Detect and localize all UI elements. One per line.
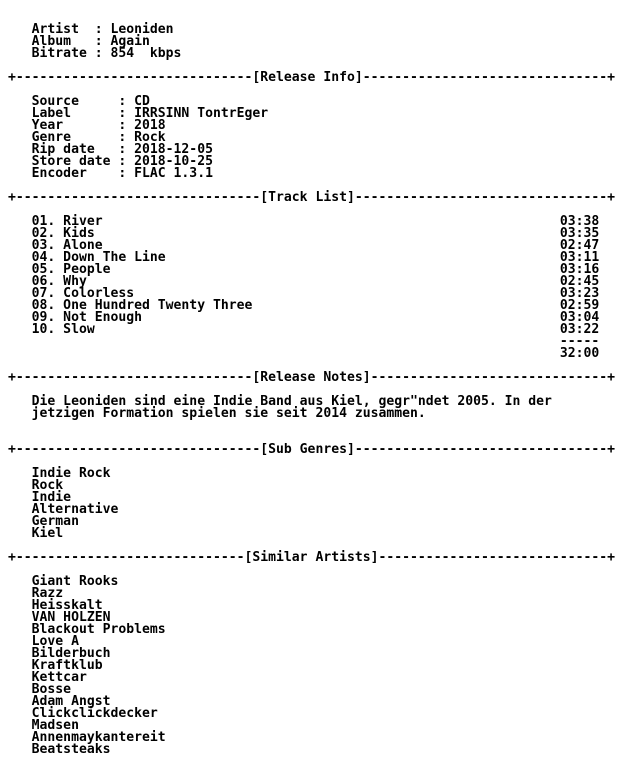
similar-artist-item: Madsen — [8, 718, 79, 733]
album-line: Album : Again — [8, 34, 150, 49]
sub-genre-item: German — [8, 514, 79, 529]
artist-line: Artist : Leoniden — [8, 22, 174, 37]
genre-line: Genre : Rock — [8, 130, 166, 145]
track-row: 09. Not Enough 03:04 — [8, 310, 600, 325]
track-row: 04. Down The Line 03:11 — [8, 250, 600, 265]
similar-artists-divider: +-----------------------------[Similar Artists]-----------------------------+ — [8, 550, 615, 565]
year-line: Year : 2018 — [8, 118, 166, 133]
nfo-text — [8, 24, 615, 756]
similar-artist-item: Clickclickdecker — [8, 706, 158, 721]
track-row: 01. River 03:38 — [8, 214, 600, 229]
track-row: 03. Alone 02:47 — [8, 238, 600, 253]
track-row: 05. People 03:16 — [8, 262, 600, 277]
label-line: Label : IRRSINN TontrEger — [8, 106, 269, 121]
release-notes-line: jetzigen Formation spielen sie seit 2014 zusammen. — [8, 406, 426, 421]
sub-genre-item: Alternative — [8, 502, 119, 517]
track-list-divider: +-------------------------------[Track List]--------------------------------+ — [8, 190, 615, 205]
sub-genre-item: Indie Rock — [8, 466, 111, 481]
track-row: 08. One Hundred Twenty Three 02:59 — [8, 298, 600, 313]
store-date-line: Store date : 2018-10-25 — [8, 154, 213, 169]
track-row: 07. Colorless 03:23 — [8, 286, 600, 301]
rip-date-line: Rip date : 2018-12-05 — [8, 142, 213, 157]
similar-artist-item: Beatsteaks — [8, 742, 111, 757]
similar-artist-item: Razz — [8, 586, 64, 601]
encoder-line: Encoder : FLAC 1.3.1 — [8, 166, 213, 181]
similar-artist-item: Annenmaykantereit — [8, 730, 166, 745]
track-row: 06. Why 02:45 — [8, 274, 600, 289]
total-duration: 32:00 — [8, 346, 600, 361]
sub-genre-item: Rock — [8, 478, 64, 493]
bitrate-line: Bitrate : 854 kbps — [8, 46, 182, 61]
sub-genre-item: Indie — [8, 490, 72, 505]
similar-artist-item: Kettcar — [8, 670, 87, 685]
similar-artist-item: Giant Rooks — [8, 574, 119, 589]
track-row: 10. Slow 03:22 — [8, 322, 600, 337]
release-notes-line: Die Leoniden sind eine Indie Band aus Kiel, gegr"ndet 2005. In der — [8, 394, 552, 409]
release-info-divider: +------------------------------[Release Info]-------------------------------+ — [8, 70, 615, 85]
similar-artist-item: Love A — [8, 634, 79, 649]
sub-genre-item: Kiel — [8, 526, 64, 541]
similar-artist-item: Blackout Problems — [8, 622, 166, 637]
similar-artist-item: VAN HOLZEN — [8, 610, 111, 625]
similar-artist-item: Bosse — [8, 682, 72, 697]
similar-artist-item: Heisskalt — [8, 598, 103, 613]
sub-genres-divider: +-------------------------------[Sub Genres]--------------------------------+ — [8, 442, 615, 457]
similar-artist-item: Kraftklub — [8, 658, 103, 673]
total-rule: ----- — [8, 334, 600, 349]
release-notes-divider: +------------------------------[Release Notes]------------------------------+ — [8, 370, 615, 385]
track-row: 02. Kids 03:35 — [8, 226, 600, 241]
similar-artist-item: Bilderbuch — [8, 646, 111, 661]
source-line: Source : CD — [8, 94, 150, 109]
similar-artist-item: Adam Angst — [8, 694, 111, 709]
